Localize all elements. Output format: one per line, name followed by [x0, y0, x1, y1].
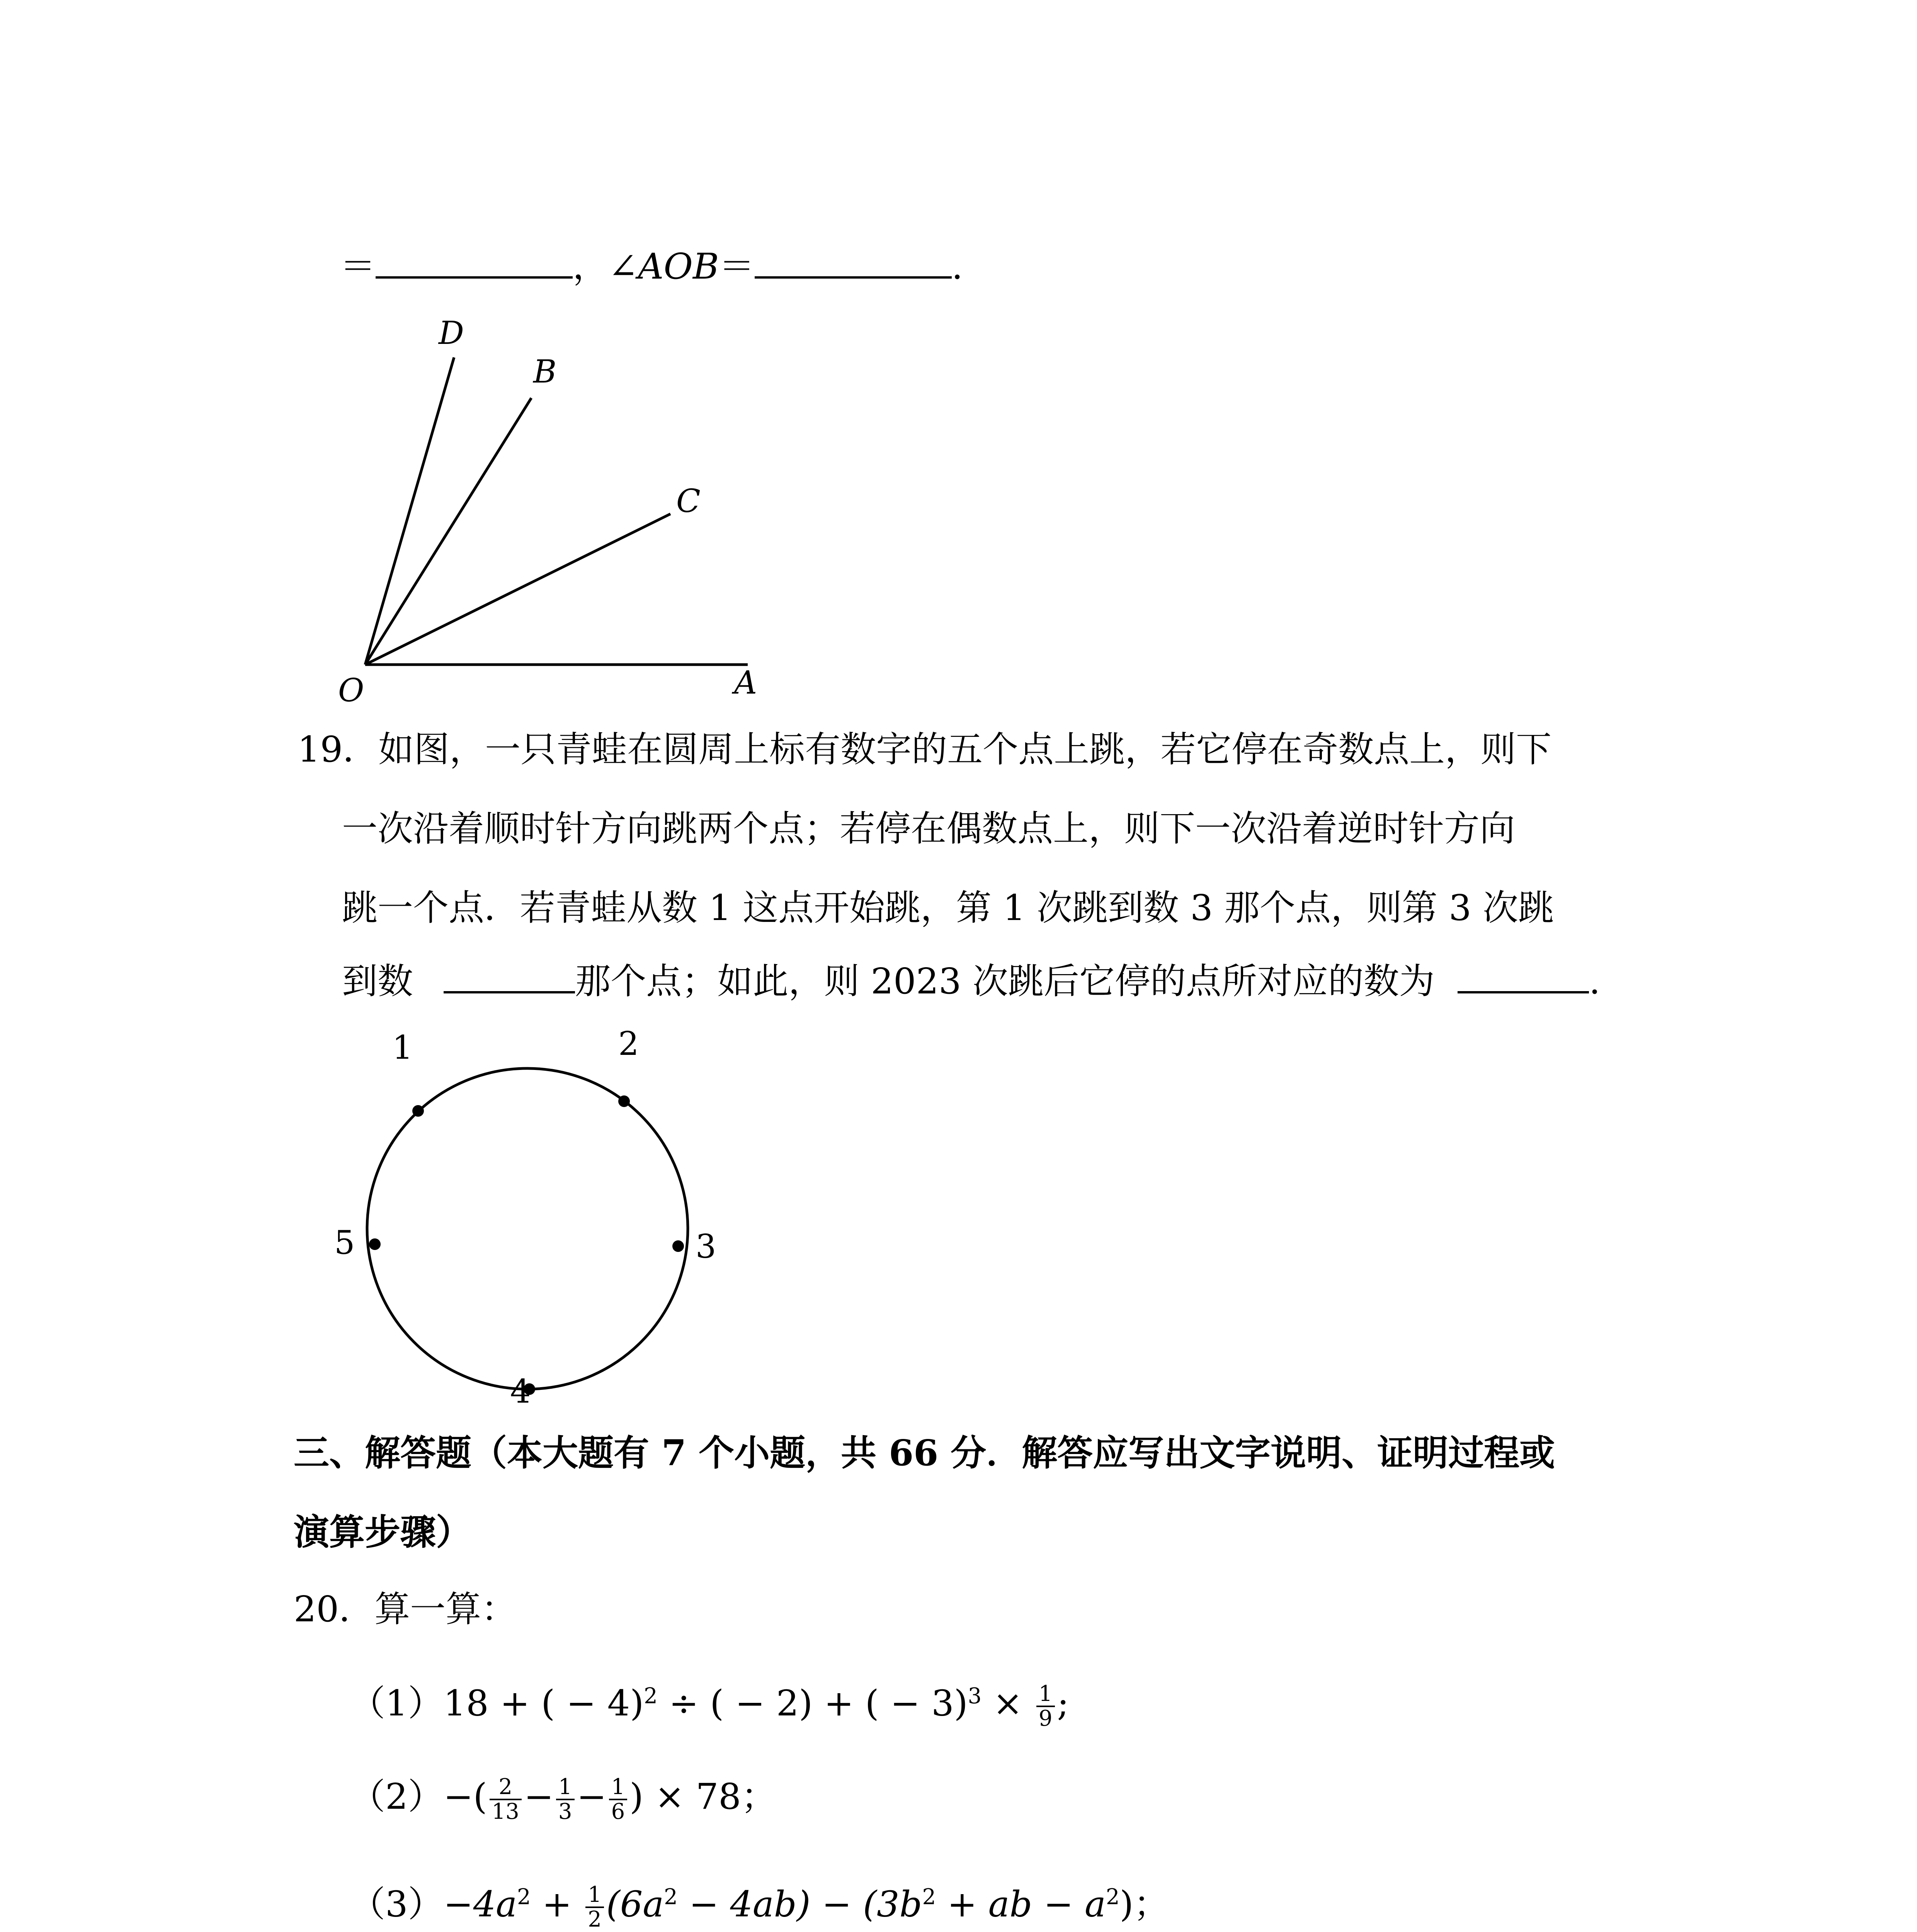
q19-line-4: 到数 那个点；如此，则 2023 次跳后它停的点所对应的数为 . [342, 961, 1601, 1002]
q19-line-1: 19．如图，一只青蛙在圆周上标有数字的五个点上跳，若它停在奇数点上，则下 [298, 729, 1552, 770]
point-2 [618, 1095, 630, 1107]
angle-figure [328, 305, 792, 711]
q19-line-2: 一次沿着顺时针方向跳两个点；若停在偶数点上，则下一次沿着逆时针方向 [342, 808, 1516, 849]
fraction: $\frac{1}{9}$ [1036, 1682, 1055, 1730]
label-b: B [533, 354, 557, 390]
q20-part-2: （2）−( $\frac{2}{13}$ − $\frac{1}{3}$ − $\frac{1}{6}$ ) × 78； [350, 1774, 777, 1825]
label-c: C [676, 483, 701, 520]
point-5 [369, 1238, 381, 1250]
circle-figure [328, 1016, 754, 1410]
point-3 [672, 1240, 684, 1252]
label-3: 3 [696, 1228, 716, 1265]
label-5: 5 [334, 1224, 355, 1262]
section-3-heading-cont: 演算步骤） [294, 1511, 472, 1553]
ray-od [365, 357, 454, 665]
label-2: 2 [618, 1025, 639, 1063]
answer-blank-3rd-jump[interactable] [444, 960, 575, 993]
circle [367, 1068, 688, 1389]
q19-line-3: 跳一个点．若青蛙从数 1 这点开始跳，第 1 次跳到数 3 那个点，则第 3 次跳 [342, 887, 1554, 929]
answer-blank[interactable] [755, 245, 952, 279]
q20-part-3: $(3)-4a^2$ + $\frac{1}{2}$ $(6a^2 - 4ab) - (3b^2$ + ab − $a^2$)； [350, 1882, 1169, 1932]
q20-title: 20．算一算： [294, 1588, 517, 1630]
fraction: $\frac{1}{2}$ [585, 1883, 604, 1931]
fraction: $\frac{2}{13}$ [490, 1776, 522, 1823]
q20-part-1: （1）18 + ( − 4)$^2$ ÷ ( − 2) + ( − 3)$^3$ × $\frac{1}{9}$ ; [350, 1681, 1069, 1731]
point-1 [412, 1105, 424, 1117]
label-1: 1 [392, 1029, 413, 1066]
answer-blank-2023-jump[interactable] [1458, 960, 1589, 993]
fraction: $\frac{1}{3}$ [556, 1776, 575, 1823]
section-3-heading: 三、解答题（本大题有 7 个小题，共 66 分．解答应写出文字说明、证明过程或 [294, 1432, 1555, 1474]
label-a: A [734, 665, 757, 701]
q18-answer-line: ＝ ，∠AOB＝ . [340, 246, 963, 287]
fraction: $\frac{1}{6}$ [609, 1776, 628, 1823]
label-d: D [439, 315, 464, 352]
answer-blank[interactable] [376, 245, 573, 279]
label-o: O [338, 672, 364, 709]
label-4: 4 [510, 1372, 531, 1410]
